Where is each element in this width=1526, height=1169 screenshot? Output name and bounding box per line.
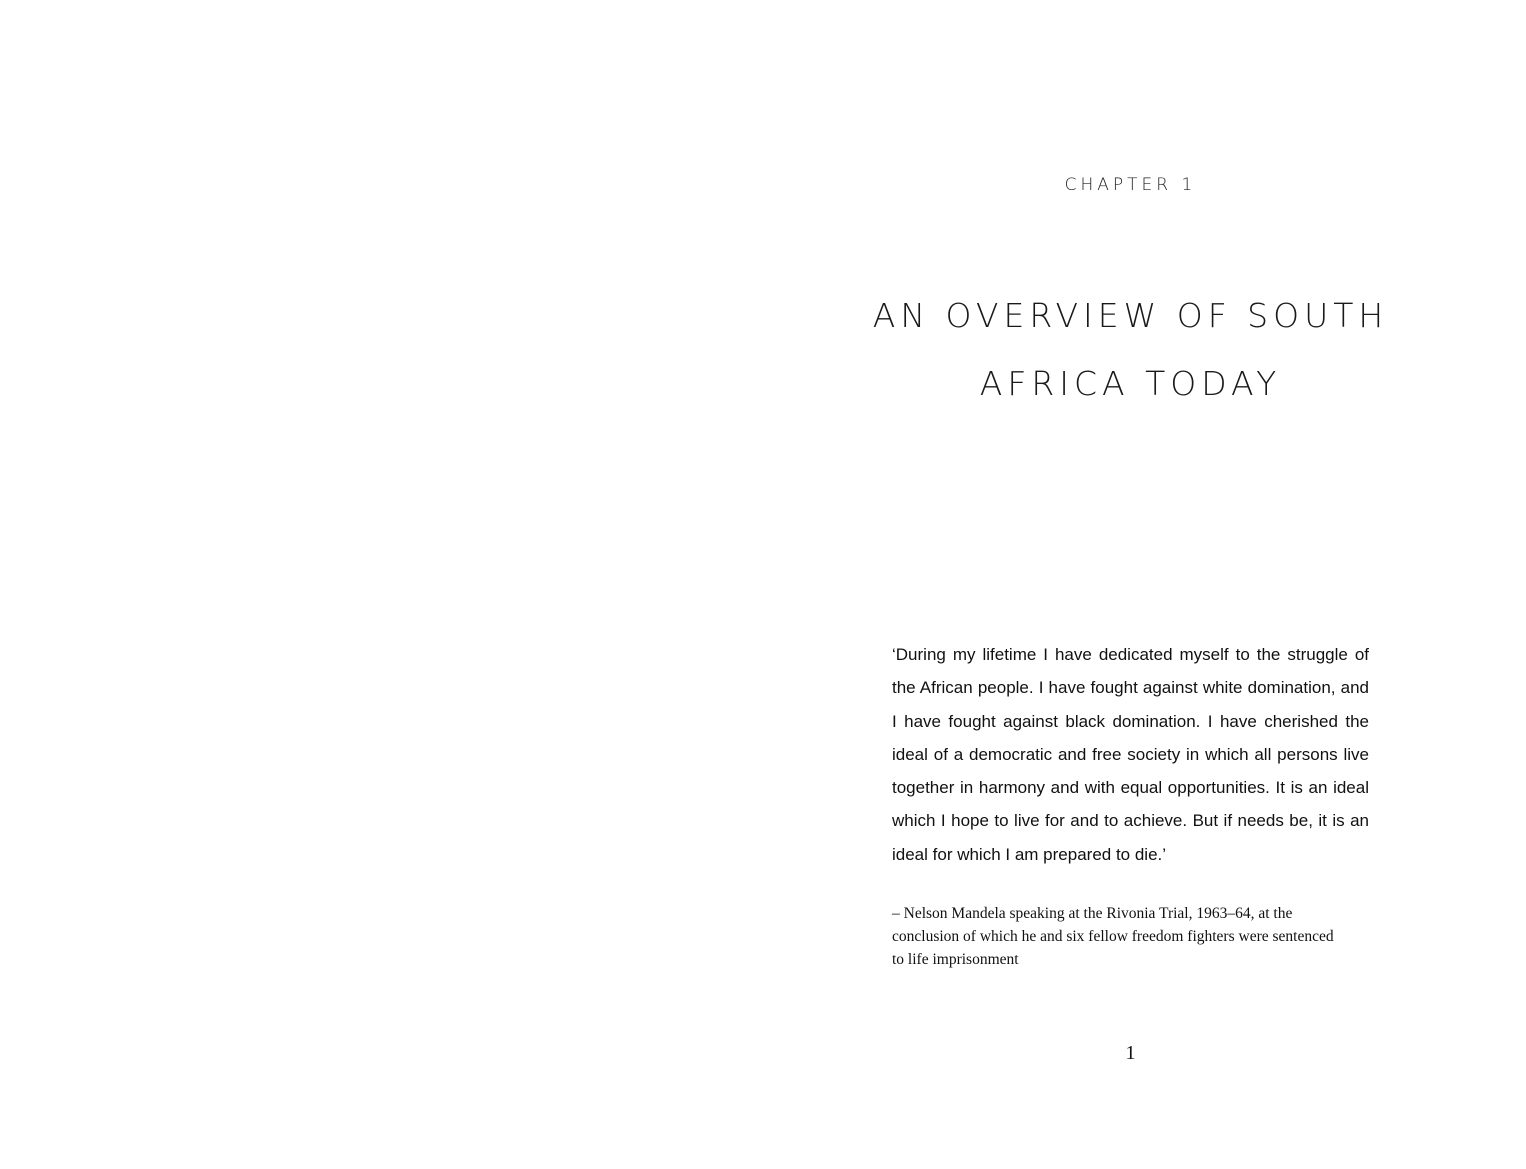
right-page (763, 0, 1526, 1169)
epigraph-attribution: – Nelson Mandela speaking at the Rivonia Trial, 1963–64, at the conclusion of which he and six fellow freedom fighters were sentenced to life imprisonment (892, 905, 1334, 968)
chapter-label: CHAPTER 1 (1064, 175, 1197, 195)
epigraph-quote: ‘During my lifetime I have dedicated myself to the struggle of the African people. I have fought against white domination, and I have fought against black domination. I have cherished the ideal of a democratic and free society in which all persons live together in harmony and with equal opportunities. It is an ideal which I hope to live for and to achieve. But if needs be, it is an ideal for which I am prepared to die.’ (892, 645, 1369, 864)
chapter-title: AN OVERVIEW OF SOUTH AFRICA TODAY (872, 296, 1389, 403)
page-number: 1 (1125, 1042, 1136, 1064)
